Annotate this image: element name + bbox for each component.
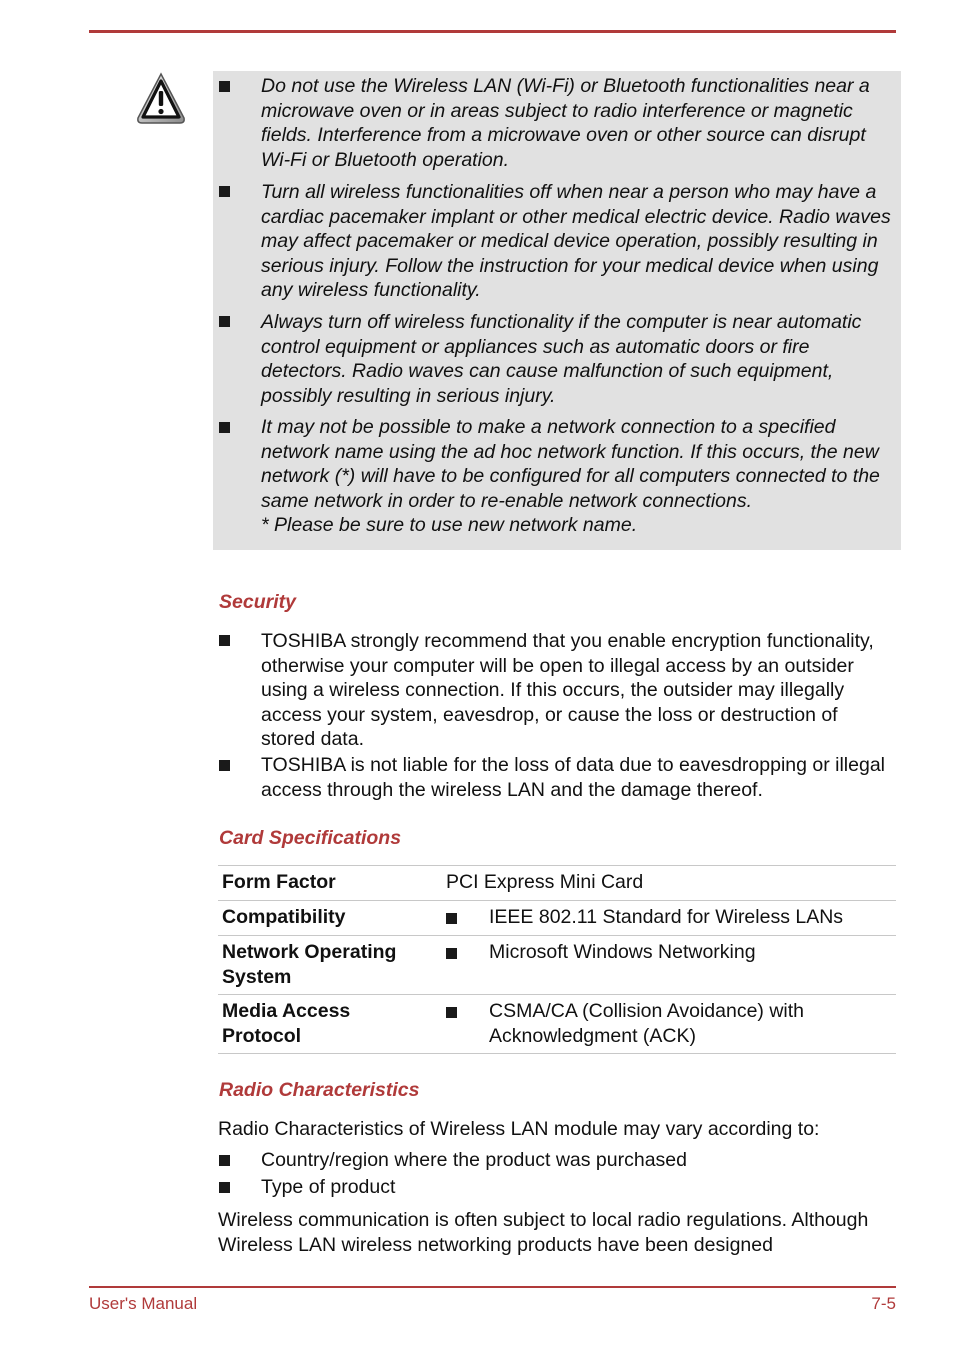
- bullet-marker: [219, 635, 230, 646]
- warning-note-box: [213, 71, 901, 550]
- warning-item-3: Always turn off wireless functionality if the computer is near automatic control equipment or appliances such as automatic doors or fire detectors. Radio waves can cause malfunction of such equipment, possibly resulting in serious injury.: [261, 311, 862, 407]
- row-label: Network Operating System: [222, 941, 397, 988]
- top-rule: [89, 30, 896, 33]
- warning-item-1: Do not use the Wireless LAN (Wi-Fi) or Bluetooth functionalities near a microwave oven or in areas subject to radio interference or magnetic fields. Interference from a microwave oven or other source can disrupt Wi-Fi or Bluetooth operation.: [261, 75, 870, 171]
- footer-manual-title: User's Manual: [89, 1294, 198, 1313]
- bullet-marker: [219, 81, 230, 92]
- row-value: Microsoft Windows Networking: [489, 941, 756, 963]
- row-value: IEEE 802.11 Standard for Wireless LANs: [489, 906, 844, 928]
- table-row: [218, 994, 896, 1054]
- row-label: Compatibility: [222, 906, 346, 928]
- bullet-marker: [446, 913, 457, 924]
- warning-triangle-icon: [136, 72, 186, 126]
- warning-item-2: Turn all wireless functionalities off when near a person who may have a cardiac pacemaker implant or other medical electric device. Radio waves may affect pacemaker or medical device operation, possibly resulting in serious injury. Follow the instruction for your medical device when using any wireless functionality.: [261, 181, 891, 301]
- table-row: [218, 865, 896, 900]
- radio-intro: Radio Characteristics of Wireless LAN module may vary according to:: [218, 1118, 820, 1140]
- security-heading: Security: [219, 591, 296, 613]
- security-item-1: TOSHIBA strongly recommend that you enable encryption functionality, otherwise your computer will be open to illegal access by an outsider using a wireless connection. If this occurs, the outsider may illegally access your system, eavesdrop, or cause the loss or destruction of stored data.: [261, 630, 874, 750]
- row-label: Media Access Protocol: [222, 1000, 351, 1047]
- bullet-marker: [219, 422, 230, 433]
- footer-page-number: 7-5: [871, 1294, 896, 1313]
- bullet-marker: [219, 1155, 230, 1166]
- bullet-marker: [219, 1182, 230, 1193]
- table-row: [218, 900, 896, 935]
- bullet-marker: [446, 1007, 457, 1018]
- row-value: CSMA/CA (Collision Avoidance) with Acknowledgment (ACK): [489, 1000, 805, 1047]
- radio-item-2: Type of product: [261, 1176, 396, 1198]
- warning-item-4: It may not be possible to make a network connection to a specified network name using the ad hoc network function. If this occurs, the new network (*) will have to be configured for all computers connected to the same network in order to re-enable network connections.: [261, 416, 880, 512]
- bullet-marker: [219, 760, 230, 771]
- row-value: PCI Express Mini Card: [446, 871, 644, 893]
- radio-paragraph: Wireless communication is often subject to local radio regulations. Although Wireless LAN wireless networking products have been designed: [218, 1209, 869, 1256]
- security-item-2: TOSHIBA is not liable for the loss of data due to eavesdropping or illegal access through the wireless LAN and the damage thereof.: [261, 754, 886, 801]
- bullet-marker: [219, 316, 230, 327]
- bottom-rule: [89, 1286, 896, 1288]
- radio-item-1: Country/region where the product was purchased: [261, 1149, 687, 1171]
- table-row: [218, 935, 896, 994]
- bullet-marker: [446, 948, 457, 959]
- warning-footnote: * Please be sure to use new network name.: [261, 514, 638, 536]
- row-label: Form Factor: [222, 871, 336, 893]
- card-specs-heading: Card Specifications: [219, 827, 402, 849]
- bullet-marker: [219, 186, 230, 197]
- radio-heading: Radio Characteristics: [219, 1079, 420, 1101]
- card-specs-table: [218, 865, 896, 1054]
